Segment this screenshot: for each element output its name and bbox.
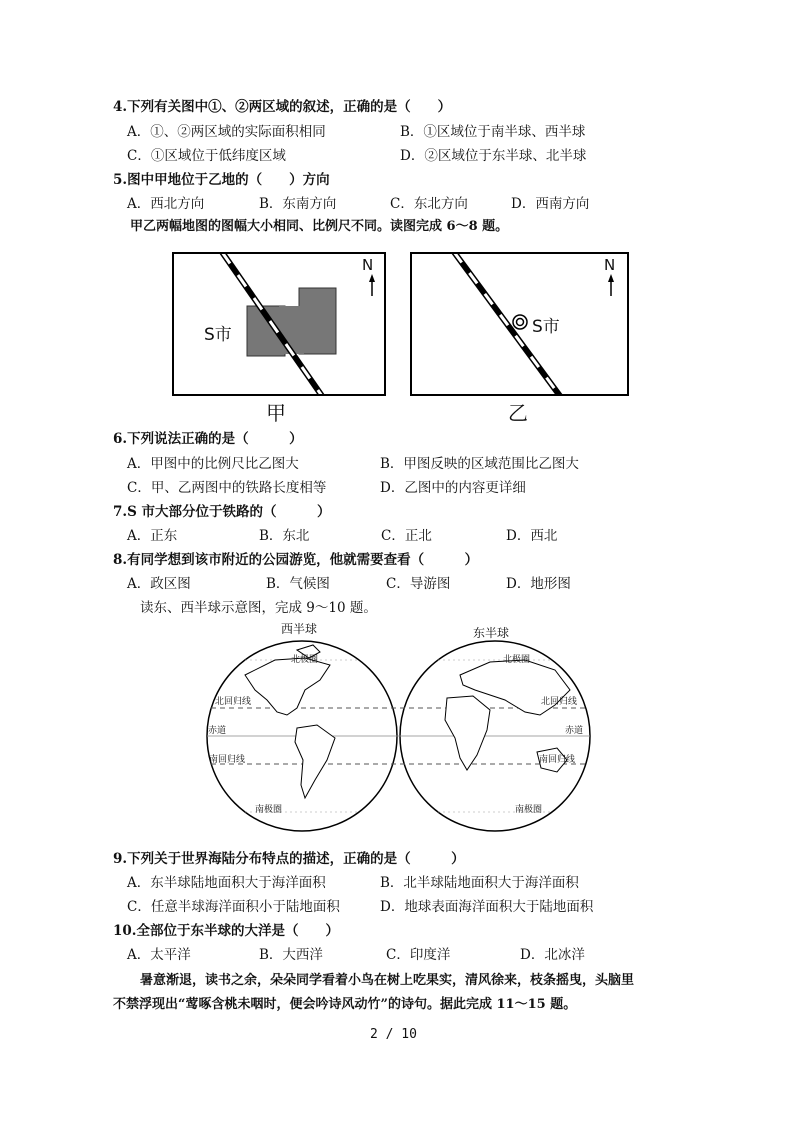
q9-option-c: C．任意半球海洋面积小于陆地面积 [127, 899, 340, 915]
q8-option-d: D．地形图 [506, 576, 571, 592]
west-capricorn-label: 南回归线 [209, 755, 246, 765]
q4-option-b: B．①区域位于南半球、西半球 [400, 124, 586, 140]
q10-option-c: C．印度洋 [386, 947, 451, 963]
intro-9-10: 读东、西半球示意图，完成 9～10 题。 [140, 600, 377, 616]
q6-option-b: B．甲图反映的区域范围比乙图大 [380, 456, 579, 472]
q6-option-c: C．甲、乙两图中的铁路长度相等 [127, 480, 327, 496]
q4-stem: 4.下列有关图中①、②两区域的叙述，正确的是（ ） [113, 99, 452, 115]
q8-option-c: C．导游图 [386, 576, 451, 592]
north-label: N [362, 256, 374, 274]
map-yi [410, 252, 629, 396]
east-hemisphere-title: 东半球 [473, 626, 510, 640]
q10-stem: 10.全部位于东半球的大洋是（ ） [113, 923, 339, 939]
east-cancer-label: 北回归线 [541, 697, 578, 707]
west-equator-label: 赤道 [208, 726, 227, 736]
passage-11-15-line1: 暑意渐退，读书之余，朵朵同学看着小鸟在树上吃果实，清风徐来，枝条摇曳，头脑里 [140, 973, 635, 988]
map-caption-yi: 乙 [508, 401, 528, 425]
q9-option-a: A．东半球陆地面积大于海洋面积 [127, 875, 326, 891]
q4-option-a: A．①、②两区域的实际面积相同 [127, 124, 326, 140]
q7-stem: 7.S 市大部分位于铁路的（ ） [113, 504, 331, 520]
q7-option-b: B．东北 [259, 528, 310, 544]
north-label: N [604, 256, 616, 274]
q8-option-a: A．政区图 [127, 576, 191, 592]
passage-11-15-line2: 不禁浮现出“莺啄含桃未咽时，便会吟诗风动竹”的诗句。据此完成 11～15 题。 [113, 997, 577, 1012]
q8-stem: 8.有同学想到该市附近的公园游览，他就需要查看（ ） [113, 552, 479, 568]
city-label: S市 [532, 317, 560, 337]
q8-option-b: B．气候图 [266, 576, 330, 592]
q6-option-d: D．乙图中的内容更详细 [380, 480, 526, 496]
east-arctic-label: 北极圈 [503, 655, 531, 665]
intro-6-8: 甲乙两幅地图的图幅大小相同、比例尺不同。读图完成 6～8 题。 [130, 219, 509, 234]
east-equator-label: 赤道 [565, 726, 584, 736]
map-jia [172, 252, 386, 396]
map-caption-jia: 甲 [266, 401, 286, 425]
east-antarctic-label: 南极圈 [515, 805, 543, 815]
q9-option-b: B．北半球陆地面积大于海洋面积 [380, 875, 579, 891]
q5-option-c: C．东北方向 [390, 196, 468, 212]
map-yi-drawing [412, 254, 627, 394]
q10-option-d: D．北冰洋 [520, 947, 585, 963]
q6-option-a: A．甲图中的比例尺比乙图大 [127, 456, 299, 472]
q5-option-a: A．西北方向 [127, 196, 205, 212]
hemisphere-map [205, 620, 595, 838]
q5-option-b: B．东南方向 [259, 196, 337, 212]
q7-option-d: D．西北 [506, 528, 558, 544]
west-cancer-label: 北回归线 [215, 697, 252, 707]
west-arctic-label: 北极圈 [291, 655, 319, 665]
q10-option-a: A．太平洋 [127, 947, 191, 963]
q4-option-d: D．②区域位于东半球、北半球 [400, 148, 587, 164]
q10-option-b: B．大西洋 [259, 947, 323, 963]
west-antarctic-label: 南极圈 [255, 805, 283, 815]
city-label: S市 [204, 325, 232, 345]
page-number: 2 / 10 [370, 1027, 417, 1042]
east-capricorn-label: 南回归线 [539, 755, 576, 765]
q6-stem: 6.下列说法正确的是（ ） [113, 431, 303, 447]
q5-stem: 5.图中甲地位于乙地的（ ）方向 [113, 172, 330, 188]
q9-option-d: D．地球表面海洋面积大于陆地面积 [380, 899, 594, 915]
q7-option-c: C．正北 [381, 528, 432, 544]
west-hemisphere-title: 西半球 [281, 622, 318, 636]
q7-option-a: A．正东 [127, 528, 178, 544]
q9-stem: 9.下列关于世界海陆分布特点的描述，正确的是（ ） [113, 851, 465, 867]
city-symbol-icon [513, 315, 527, 329]
q5-option-d: D．西南方向 [511, 196, 590, 212]
q4-option-c: C．①区域位于低纬度区域 [127, 148, 286, 164]
